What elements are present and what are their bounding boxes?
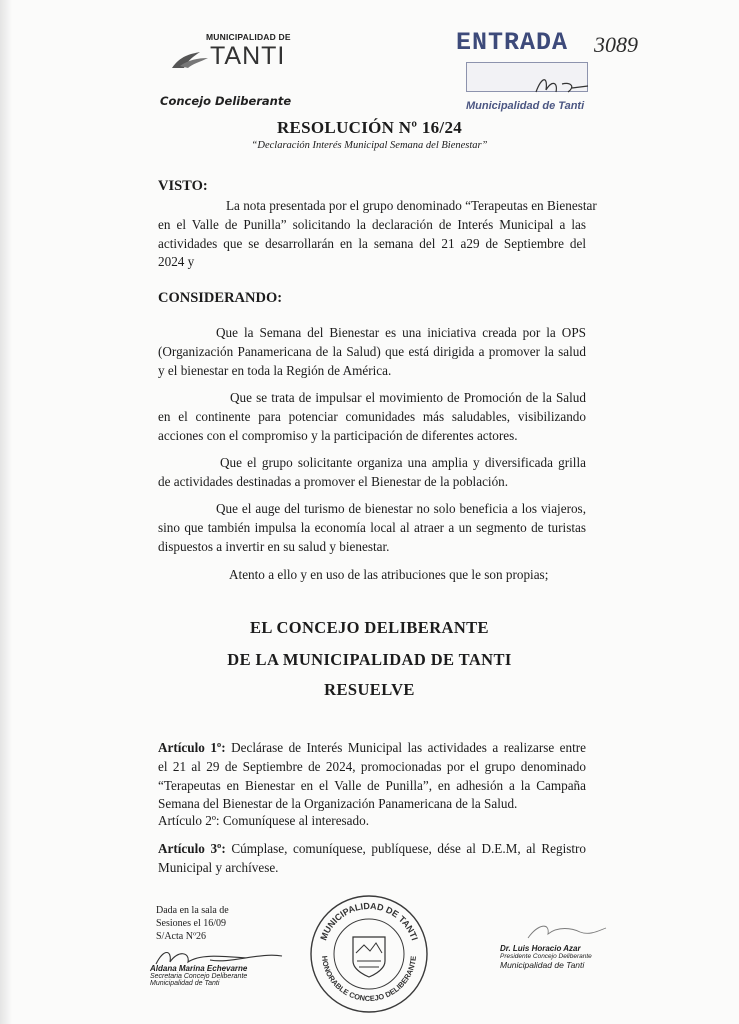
left-signer-municipality: Municipalidad de Tanti: [150, 980, 220, 987]
considerando-paragraph-1: [158, 324, 586, 380]
article-1-text: Declárase de Interés Municipal las actividades a realizarse entre: [231, 740, 587, 755]
left-signer-role: Secretaria Concejo Deliberante: [150, 973, 248, 980]
article-2-line: [158, 812, 586, 831]
paragraph-line: Que la Semana del Bienestar es una iniciativa creada por la OPS: [216, 325, 586, 340]
paragraph-line: Que el auge del turismo de bienestar no solo beneficia a los viajeros,: [216, 501, 586, 516]
stamp-entrada-text: ENTRADA: [456, 28, 569, 57]
visto-paragraph: [158, 197, 597, 272]
article-3-line: [158, 840, 586, 859]
article-2: [158, 812, 586, 831]
visto-heading: VISTO:: [158, 178, 208, 194]
article-2-label: Artículo 2º:: [158, 813, 220, 828]
visto-line: en el Valle de Punilla” solicitando la declaración de Interés Municipal a las: [158, 216, 586, 232]
council-seal-icon: [308, 893, 430, 1015]
article-1-line: el 21 al 29 de Septiembre de 2024, promocionadas por el grupo denominado: [158, 758, 586, 774]
session-info: [156, 904, 229, 943]
seal-top-text: MUNICIPALIDAD DE TANTI: [318, 900, 420, 942]
bird-logo-icon: [170, 46, 210, 72]
visto-line: La nota presentada por el grupo denominado “Terapeutas en Bienestar: [226, 198, 597, 213]
article-3-text: Cúmplase, comuníquese, publíquese, dése al D.E.M, al Registro: [231, 841, 587, 856]
left-signer-name: Aldana Marina Echevarne: [150, 964, 248, 973]
right-signer-name: Dr. Luis Horacio Azar: [500, 944, 581, 953]
article-3-label: Artículo 3º:: [158, 841, 226, 856]
article-1-line: Semana del Bienestar de la Organización Panamericana de la Salud.: [158, 796, 518, 812]
paragraph-line: sino que también impulsa la economía local al atraer a un segmento de turistas: [158, 519, 586, 535]
stamp-signature-icon: [532, 72, 592, 100]
page-subtitle: “Declaración Interés Municipal Semana del Bienestar”: [251, 140, 488, 151]
session-line: Dada en la sala de: [156, 905, 229, 916]
logo-tanti-text: TANTI: [210, 42, 286, 70]
concejo-label: Concejo Deliberante: [160, 94, 292, 108]
paragraph-line: (Organización Panamericana de la Salud) que está dirigida a promover la salud: [158, 343, 586, 359]
visto-line: actividades que se desarrollarán en la semana del 21 a29 de Septiembre del: [158, 235, 586, 251]
paragraph-line: acciones con el compromiso y la participación de diferentes actores.: [158, 427, 518, 443]
left-signature-block: [150, 964, 247, 987]
right-signature-icon: [520, 918, 610, 944]
resolve-line-3: RESUELVE: [324, 680, 415, 699]
considerando-paragraph-3: [158, 454, 586, 492]
article-1-label: Artículo 1º:: [158, 740, 226, 755]
paragraph-line: dispuestos a invertir en su salud y bienestar.: [158, 538, 390, 554]
article-3: [158, 840, 586, 878]
considerando-paragraph-5: [229, 566, 589, 585]
considerando-paragraph-4: [158, 500, 586, 556]
right-signer-role: Presidente Concejo Deliberante: [500, 953, 592, 960]
resolve-line-2: DE LA MUNICIPALIDAD DE TANTI: [227, 650, 512, 669]
paragraph-line: Atento a ello y en uso de las atribuciones que le son propias;: [229, 567, 549, 582]
paragraph-line: en el continente para potenciar comunidades más saludables, visibilizando: [158, 408, 586, 424]
article-1-line: [158, 739, 586, 758]
right-signature-block: [500, 944, 592, 970]
municipality-logo: [170, 32, 300, 82]
logo-municipalidad-text: MUNICIPALIDAD DE: [206, 32, 291, 42]
article-3-line: Municipal y archívese.: [158, 859, 279, 875]
paragraph-line: de actividades destinadas a promover el Bienestar de la población.: [158, 473, 509, 489]
paragraph-line: y el bienestar en toda la Región de América.: [158, 362, 392, 378]
resolve-line-1: EL CONCEJO DELIBERANTE: [250, 618, 489, 637]
article-1: [158, 739, 586, 814]
entrada-stamp: [456, 28, 686, 118]
page-title: RESOLUCIÓN Nº 16/24: [276, 118, 463, 137]
session-line: Sesiones el 16/09: [156, 918, 226, 929]
article-2-text: Comuníquese al interesado.: [222, 813, 370, 828]
svg-text:MUNICIPALIDAD DE TANTI: [318, 901, 419, 942]
considerando-paragraph-2: [158, 389, 586, 445]
paragraph-line: Que se trata de impulsar el movimiento de Promoción de la Salud: [230, 390, 586, 405]
visto-line: 2024 y: [158, 254, 195, 270]
session-line: S/Acta Nº26: [156, 931, 207, 942]
considerando-heading: CONSIDERANDO:: [158, 290, 283, 306]
right-signer-municipality: Municipalidad de Tanti: [500, 960, 585, 970]
article-1-line: “Terapeutas en Bienestar en el Valle de Punilla”, en adhesión a la Campaña: [158, 777, 586, 793]
stamp-handwritten-number: 3089: [594, 32, 638, 57]
stamp-municipalidad-text: Municipalidad de Tanti: [466, 100, 585, 112]
page-shadow: [0, 0, 12, 1024]
seal-bottom-text: HONORABLE CONCEJO DELIBERANTE: [319, 955, 419, 1004]
paragraph-line: Que el grupo solicitante organiza una amplia y diversificada grilla: [220, 455, 586, 470]
